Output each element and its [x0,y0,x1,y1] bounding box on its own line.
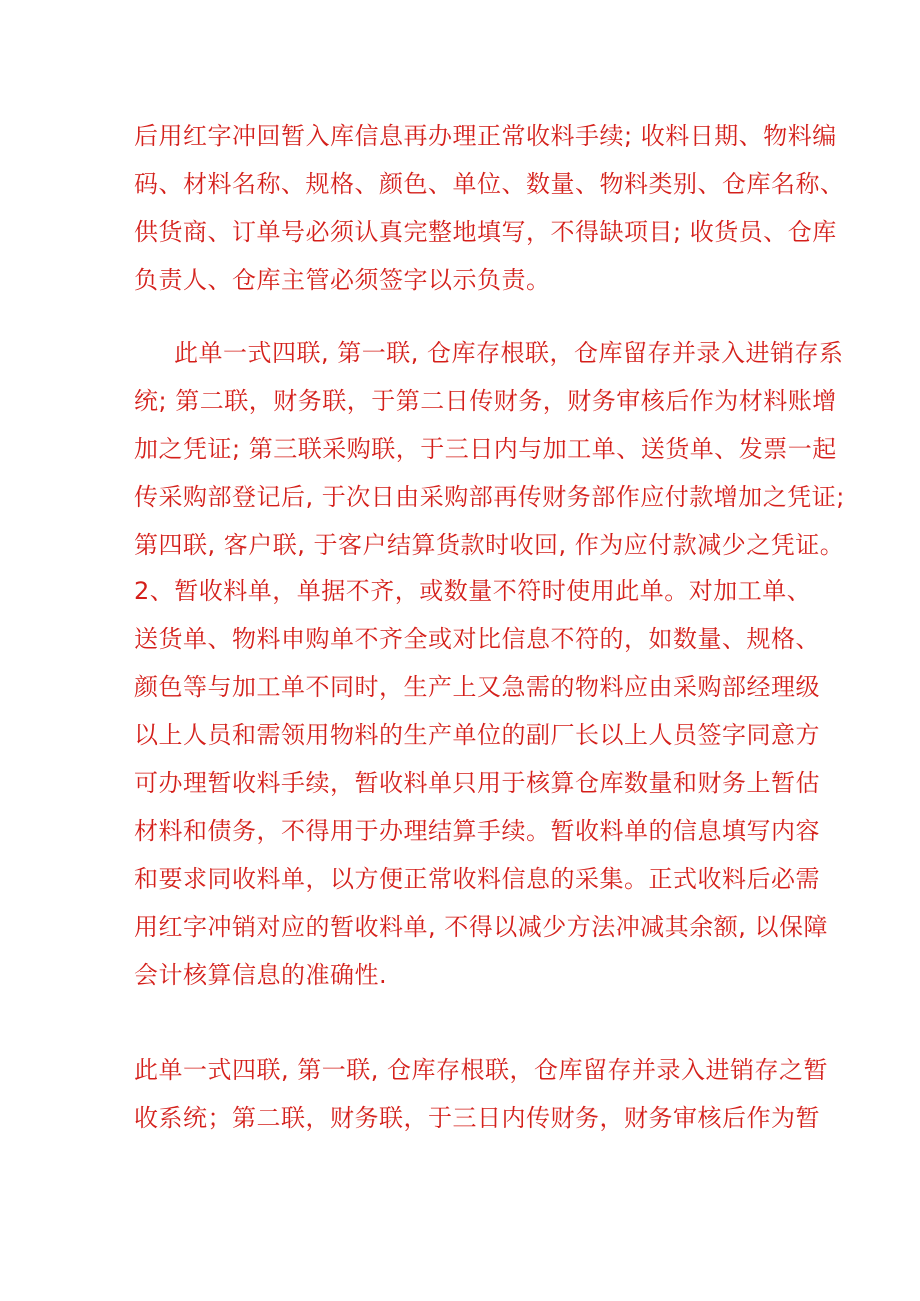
text-line: 收系统；第二联，财务联，于三日内传财务，财务审核后作为暂 [134,1104,820,1132]
text-line: 颜色等与加工单不同时，生产上又急需的物料应由采购部经理级 [134,673,820,701]
text-line: 会计核算信息的准确性. [134,961,388,989]
text-line: 加之凭证; 第三联采购联，于三日内与加工单、送货单、发票一起 [134,435,837,463]
text-line: 供货商、订单号必须认真完整地填写，不得缺项目; 收货员、仓库 [134,218,837,246]
text-line: 此单一式四联, 第一联, 仓库存根联，仓库留存并录入进销存系 [174,339,844,367]
text-line: 负责人、仓库主管必须签字以示负责。 [134,266,551,294]
text-line: 传采购部登记后, 于次日由采购部再传财务部作应付款增加之凭证; [134,483,845,511]
text-line: 码、材料名称、规格、颜色、单位、数量、物料类别、仓库名称、 [134,170,845,198]
text-line: 统; 第二联，财务联，于第二日传财务，财务审核后作为材料账增 [134,387,837,415]
text-line: 送货单、物料申购单不齐全或对比信息不符的，如数量、规格、 [134,625,820,653]
text-line: 以上人员和需领用物料的生产单位的副厂长以上人员签字同意方 [134,721,820,749]
paragraph-temporary-four-copies [134,1046,829,1142]
text-line: 第四联, 客户联, 于客户结算货款时收回, 作为应付款减少之凭证。 [134,531,845,559]
paragraph-temporary-receipt [134,567,829,999]
paragraph-receiving-procedure [134,112,845,304]
text-line: 此单一式四联, 第一联, 仓库存根联，仓库留存并录入进销存之暂 [134,1056,829,1084]
text-line: 后用红字冲回暂入库信息再办理正常收料手续; 收料日期、物料编 [134,122,837,150]
text-line: 2、暂收料单，单据不齐，或数量不符时使用此单。对加工单、 [134,577,812,605]
text-line: 可办理暂收料手续，暂收料单只用于核算仓库数量和财务上暂估 [134,769,820,797]
text-line: 和要求同收料单，以方便正常收料信息的采集。正式收料后必需 [134,865,820,893]
text-line: 材料和债务，不得用于办理结算手续。暂收料单的信息填写内容 [134,817,820,845]
paragraph-four-copies [134,329,845,569]
text-line: 用红字冲销对应的暂收料单, 不得以减少方法冲减其余额, 以保障 [134,913,829,941]
